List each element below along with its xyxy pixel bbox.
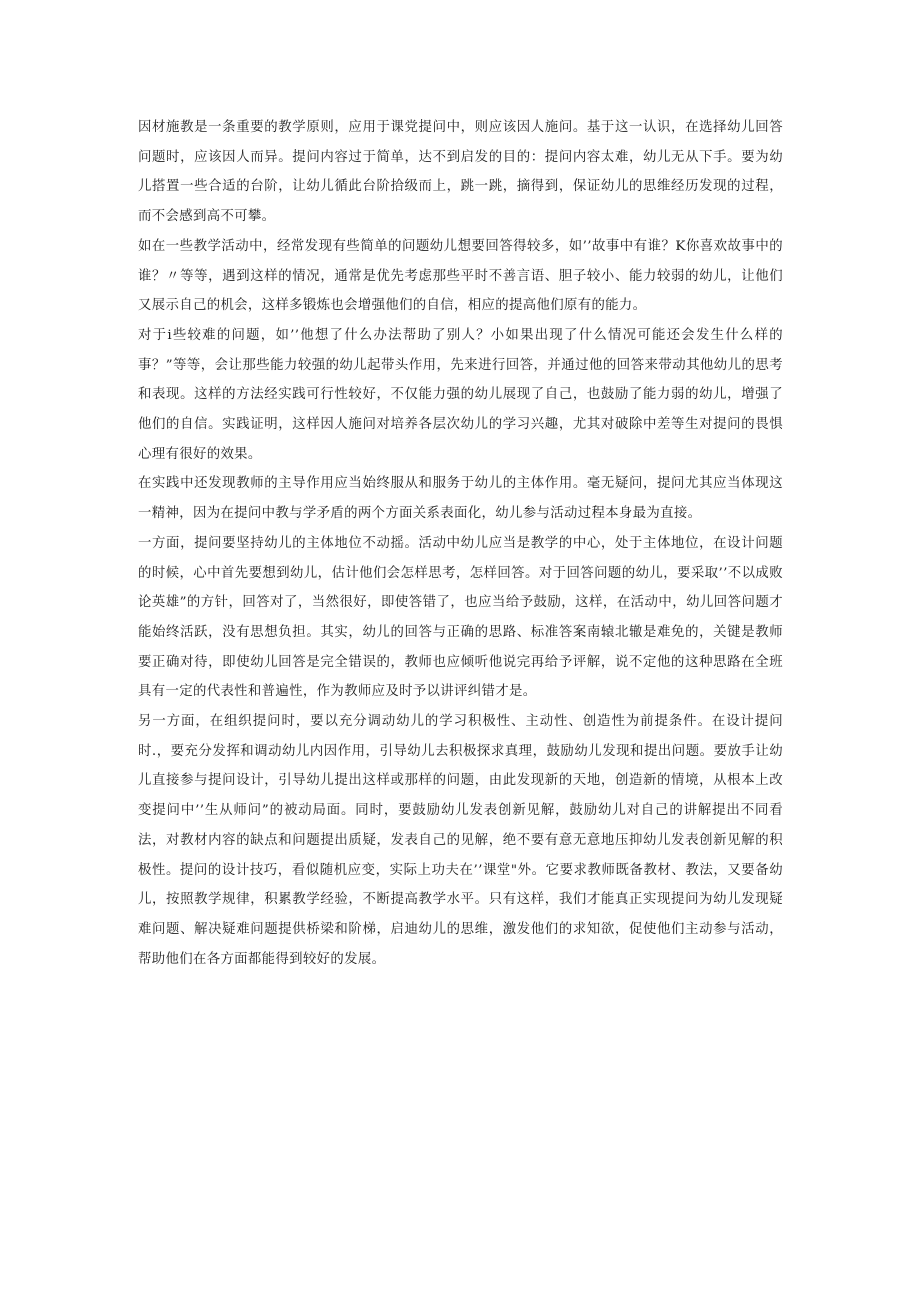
- paragraph-4: 在实践中还发现教师的主导作用应当始终服从和服务于幼儿的主体作用。毫无疑问，提问尤其应当体现这一精神，因为在提问中教与学矛盾的两个方面关系表面化，幼儿参与活动过程本身最为直接。: [138, 476, 783, 522]
- paragraph-1: 因材施教是一条重要的教学原则，应用于课党提问中，则应该因人施问。基于这一认识，在选择幼儿回答问题时，应该因人而异。提问内容过于简单，达不到启发的目的：提问内容太难，幼儿无从下手。要为幼儿搭置一些合适的台阶，让幼儿循此台阶拾级而上，跳一跳，摘得到，保证幼儿的思维经历发现的过程，而不会感到高不可攀。: [138, 120, 783, 225]
- document-body: [138, 113, 783, 974]
- paragraph-5: 一方面，提问要坚持幼儿的主体地位不动摇。活动中幼儿应当是教学的中心，处于主体地位，在设计问题的时候，心中首先要想到幼儿，估计他们会怎样思考，怎样回答。对于回答问题的幼儿，要采取’’不以成败论英雄”的方针，回答对了，当然很好，即使答错了，也应当给予鼓励，这样，在活动中，幼儿回答问题才能始终活跃，没有思想负担。其实，幼儿的回答与正确的思路、标准答案南辕北辙是难免的，关键是教师要正确对待，即使幼儿回答是完全错误的，教师也应倾听他说完再给予评解，说不定他的这种思路在全班具有一定的代表性和普遍性，作为教师应及时予以讲评纠错才是。: [138, 535, 783, 700]
- paragraph-6: 另一方面，在组织提问时，要以充分调动幼儿的学习积极性、主动性、创造性为前提条件。在设计提问时.，要充分发挥和调动幼儿内因作用，引导幼儿去积极探求真理，鼓励幼儿发现和提出问题。要放手让幼儿直接参与提问设计，引导幼儿提出这样或那样的问题，由此发现新的天地，创造新的情境，从根本上改变提问中’’生从师问”的被动局面。同时，要鼓励幼儿发表创新见解，鼓励幼儿对自己的讲解提出不同看法，对教材内容的缺点和问题提出质疑，发表自己的见解，绝不要有意无意地压抑幼儿发表创新见解的积极性。提问的设计技巧，看似随机应变，实际上功夫在’’课堂"外。它要求教师既备教材、教法，又要备幼儿，按照教学规律，积累教学经验，不断提高教学水平。只有这样，我们才能真正实现提问为幼儿发现疑难问题、解决疑难问题提供桥梁和阶梯，启迪幼儿的思维，激发他们的求知欲，促使他们主动参与活动，帮助他们在各方面都能得到较好的发展。: [138, 714, 783, 967]
- paragraph-3: 对于i些较难的问题，如’’他想了什么办法帮助了别人？小如果出现了什么情况可能还会发生什么样的事？”等等，会让那些能力较强的幼儿起带头作用，先来进行回答，并通过他的回答来带动其他幼儿的思考和表现。这样的方法经实践可行性较好，不仅能力强的幼儿展现了自己，也鼓励了能力弱的幼儿，增强了他们的自信。实践证明，这样因人施问对培养各层次幼儿的学习兴趣，尤其对破除中差等生对提问的畏惧心理有很好的效果。: [138, 327, 783, 462]
- paragraph-2: 如在一些教学活动中，经常发现有些简单的问题幼儿想要回答得较多，如’’故事中有谁？K你喜欢故事中的谁？〃等等，遇到这样的情况，通常是优先考虑那些平时不善言语、胆子较小、能力较弱的幼儿，让他们又展示自己的机会，这样多锻炼也会增强他们的自信，相应的提高他们原有的能力。: [138, 238, 783, 314]
